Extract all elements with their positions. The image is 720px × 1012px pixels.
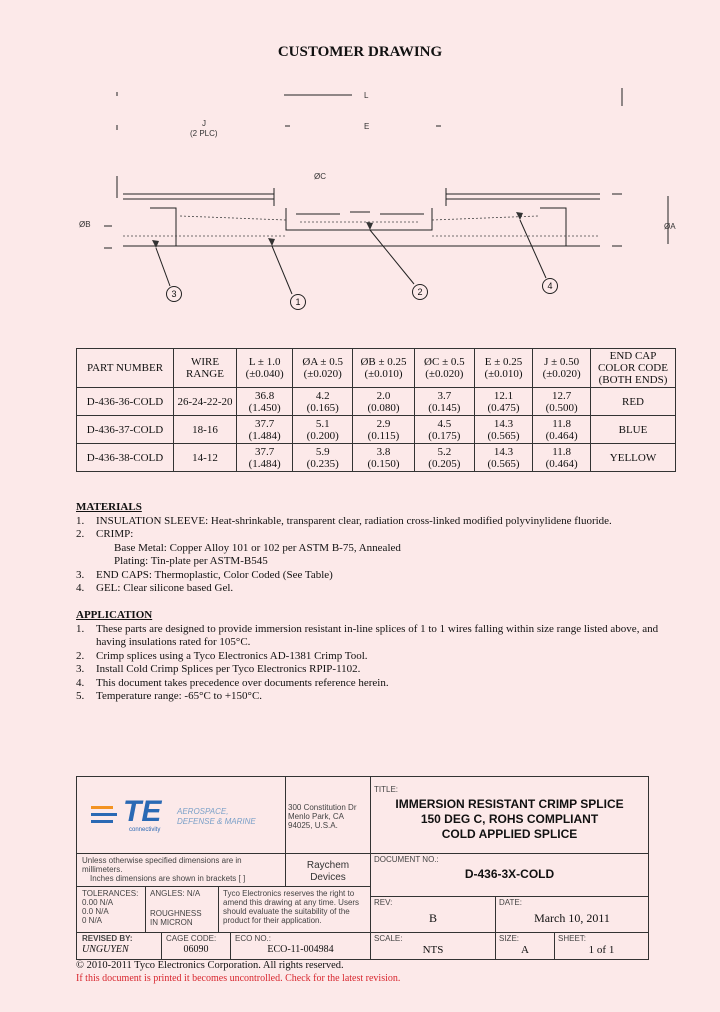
notice-cell: [218, 886, 371, 933]
cell-part-number: D-436-37-COLD: [77, 416, 174, 444]
uncontrolled-warning: If this document is printed it becomes uncontrolled. Check for the latest revision.: [76, 973, 401, 984]
scale-label: SCALE:: [374, 934, 403, 943]
cage-cell: [161, 932, 231, 960]
cell-part-number: D-436-38-COLD: [77, 444, 174, 472]
list-item: 1. INSULATION SLEEVE: Heat-shrinkable, transparent clear, radiation cross-linked modified polyvinylidene fluoride.: [76, 514, 612, 527]
cell-a: 5.9 (0.235): [293, 444, 353, 472]
roughness: ROUGHNESS IN MICRON: [150, 909, 202, 927]
list-item: 4. GEL: Clear silicone based Gel.: [76, 582, 234, 594]
materials-section: [76, 501, 676, 596]
list-item: 4. This document takes precedence over documents reference herein.: [76, 676, 389, 689]
cell-b: 2.0 (0.080): [353, 388, 415, 416]
copyright: © 2010-2011 Tyco Electronics Corporation. All rights reserved.: [76, 960, 344, 971]
col-header: L ± 1.0 (±0.040): [237, 349, 293, 388]
date: March 10, 2011: [534, 911, 610, 925]
materials-heading: MATERIALS: [76, 501, 142, 513]
eco-number: ECO-11-004984: [267, 944, 334, 955]
col-header: END CAP COLOR CODE (BOTH ENDS): [591, 349, 676, 388]
leader-3: [156, 248, 170, 286]
angles: ANGLES: N/A: [150, 889, 201, 898]
size-label: SIZE:: [499, 934, 520, 943]
dim-e-label: E: [364, 122, 370, 131]
scale-cell: [370, 932, 496, 960]
parts-table: [76, 348, 676, 472]
docno-label: DOCUMENT NO.:: [374, 855, 439, 864]
col-header: E ± 0.25 (±0.010): [474, 349, 533, 388]
cell-l: 37.7 (1.484): [237, 416, 293, 444]
cell-a: 4.2 (0.165): [293, 388, 353, 416]
cell-e: 14.3 (0.565): [474, 444, 533, 472]
dim-a-label: ØA: [664, 222, 676, 231]
tolerances: TOLERANCES: 0.00 N/A 0.0 N/A 0 N/A: [82, 889, 139, 925]
list-item: 1. These parts are designed to provide immersion resistant in-line splices of 1 to 1 wires falling within size range listed above, and: [76, 622, 659, 635]
table-header-row: [77, 349, 676, 388]
revised-by: UNGUYEN: [82, 944, 129, 955]
application-section: [76, 609, 676, 704]
cell-color: RED: [591, 388, 676, 416]
cell-j: 12.7 (0.500): [533, 388, 591, 416]
eco-cell: [230, 932, 371, 960]
document-number: D-436-3X-COLD: [464, 867, 555, 881]
callout-4: 4: [542, 278, 558, 294]
cell-c: 4.5 (0.175): [414, 416, 474, 444]
table-row: [77, 388, 676, 416]
list-item: Base Metal: Copper Alloy 101 or 102 per ASTM B-75, Annealed: [114, 541, 401, 554]
cell-part-number: D-436-36-COLD: [77, 388, 174, 416]
tolerances-cell: [76, 886, 146, 933]
address-cell: [285, 776, 371, 854]
cell-j: 11.8 (0.464): [533, 444, 591, 472]
col-header: ØB ± 0.25 (±0.010): [353, 349, 415, 388]
dim-c-label: ØC: [314, 172, 326, 181]
table-row: [77, 444, 676, 472]
dim-b-label: ØB: [79, 220, 91, 229]
sheet-label: SHEET:: [558, 934, 587, 943]
scale: NTS: [422, 944, 444, 956]
sheet: 1 of 1: [588, 944, 615, 956]
eco-label: ECO NO.:: [235, 934, 272, 943]
rev-label: REV:: [374, 898, 393, 907]
page-title: CUSTOMER DRAWING: [277, 44, 443, 60]
te-logo-stripes-icon: [91, 803, 121, 827]
cell-color: BLUE: [591, 416, 676, 444]
sheet-cell: [554, 932, 649, 960]
address: 300 Constitution Dr Menlo Park, CA 94025, U.S.A.: [288, 803, 357, 830]
col-header: WIRE RANGE: [174, 349, 237, 388]
cell-e: 14.3 (0.565): [474, 416, 533, 444]
dim-l-label: L: [364, 91, 369, 100]
list-item: 5. Temperature range: -65°C to +150°C.: [76, 690, 263, 702]
date-cell: [495, 896, 649, 933]
logo-tagline: AEROSPACE, DEFENSE & MARINE: [177, 807, 256, 826]
revision: B: [428, 911, 437, 925]
cell-color: YELLOW: [591, 444, 676, 472]
title-cell: [370, 776, 649, 854]
list-item: 3. END CAPS: Thermoplastic, Color Coded (See Table): [76, 568, 333, 581]
splice-drawing: [0, 70, 720, 320]
docno-cell: [370, 853, 649, 897]
list-item: having insulations rated for 105°C.: [96, 636, 251, 648]
cell-l: 36.8 (1.450): [237, 388, 293, 416]
list-item: 2. CRIMP:: [76, 528, 134, 540]
dim-j-label: J: [202, 119, 206, 128]
cell-j: 11.8 (0.464): [533, 416, 591, 444]
col-header: ØA ± 0.5 (±0.020): [293, 349, 353, 388]
cell-e: 12.1 (0.475): [474, 388, 533, 416]
angles-cell: [145, 886, 219, 933]
cage-code: 06090: [183, 944, 209, 955]
size-cell: [495, 932, 555, 960]
list-item: 3. Install Cold Crimp Splices per Tyco Electronics RPIP-1102.: [76, 663, 361, 675]
te-logo-sub: connectivity: [129, 827, 161, 833]
application-heading: APPLICATION: [76, 609, 153, 621]
dim-j-note: (2 PLC): [190, 129, 218, 138]
cage-label: CAGE CODE:: [166, 934, 217, 943]
te-logo: TE: [123, 795, 162, 828]
units-note-cell: [76, 853, 286, 887]
cell-l: 37.7 (1.484): [237, 444, 293, 472]
rev-cell: [370, 896, 496, 933]
cell-b: 3.8 (0.150): [353, 444, 415, 472]
cell-wire-range: 26-24-22-20: [174, 388, 237, 416]
list-item: 2. Crimp splices using a Tyco Electronics AD-1381 Crimp Tool.: [76, 649, 368, 662]
callout-1: 1: [290, 294, 306, 310]
cell-c: 5.2 (0.205): [414, 444, 474, 472]
table-row: [77, 416, 676, 444]
company-cell: [285, 853, 371, 887]
size: A: [521, 944, 529, 956]
callout-3: 3: [166, 286, 182, 302]
leader-2: [370, 230, 414, 284]
col-header: ØC ± 0.5 (±0.020): [414, 349, 474, 388]
revised-cell: [76, 932, 162, 960]
date-label: DATE:: [499, 898, 522, 907]
cell-b: 2.9 (0.115): [353, 416, 415, 444]
drawing-title: IMMERSION RESISTANT CRIMP SPLICE 150 DEG C, ROHS COMPLIANT COLD APPLIED SPLICE: [395, 797, 624, 841]
leader-4: [520, 220, 546, 278]
revised-label: REVISED BY:: [82, 934, 133, 943]
callout-2: 2: [412, 284, 428, 300]
notice: Tyco Electronics reserves the right to amend this drawing at any time. Users should evaluate the suitability of the product for their application.: [223, 889, 360, 925]
col-header: PART NUMBER: [77, 349, 174, 388]
list-item: Plating: Tin-plate per ASTM-B545: [114, 555, 268, 567]
cell-a: 5.1 (0.200): [293, 416, 353, 444]
units-note: Unless otherwise specified dimensions are in millimeters. Inches dimensions are shown in brackets [ ]: [82, 856, 246, 883]
cell-c: 3.7 (0.145): [414, 388, 474, 416]
title-label: TITLE:: [374, 785, 399, 794]
cell-wire-range: 18-16: [174, 416, 237, 444]
leader-1: [272, 246, 292, 294]
logo-cell: [76, 776, 286, 854]
company-name: Raychem Devices: [306, 860, 350, 883]
cell-wire-range: 14-12: [174, 444, 237, 472]
col-header: J ± 0.50 (±0.020): [533, 349, 591, 388]
